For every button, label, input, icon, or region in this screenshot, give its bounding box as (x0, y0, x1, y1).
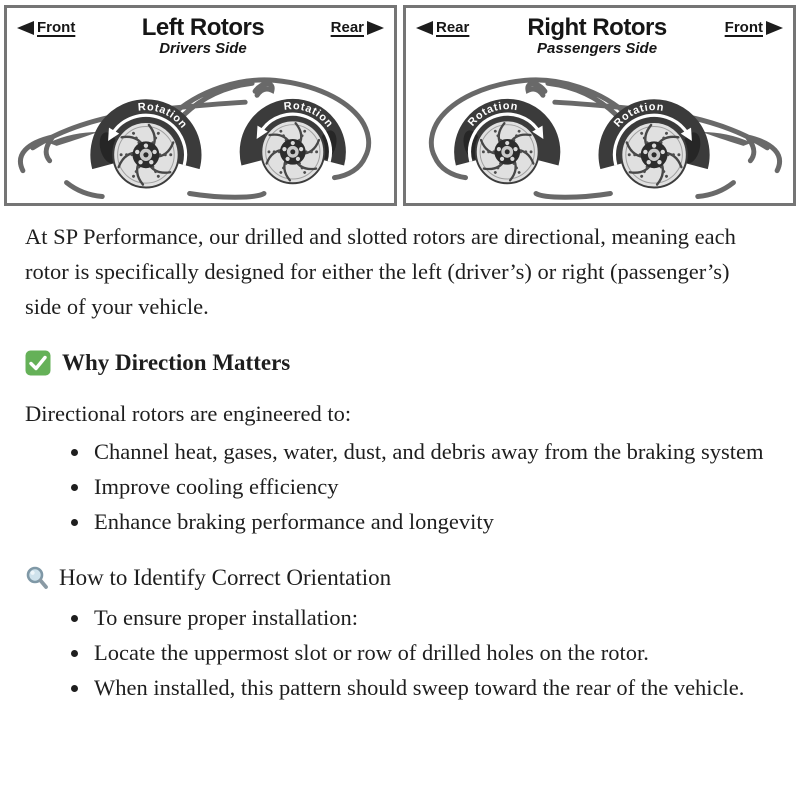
panel-subtitle: Drivers Side (159, 40, 247, 58)
arrow-left-icon (416, 21, 433, 35)
direction-label-text: Rear (330, 19, 364, 36)
rotation-label: Rotation (465, 100, 520, 129)
direction-label-rear (416, 19, 469, 36)
panel-subtitle: Passengers Side (536, 40, 658, 58)
magnifying-glass-icon (25, 566, 50, 591)
panel-header (406, 8, 793, 57)
arrow-right-icon (766, 21, 783, 35)
direction-label-front (17, 19, 75, 36)
panel-header (7, 8, 394, 57)
section-heading-text: Why Direction Matters (62, 350, 291, 376)
list-item: • Improve cooling efficiency (91, 469, 770, 504)
direction-label-text: Rear (436, 19, 470, 36)
list-item: • To ensure proper installation: (91, 600, 770, 635)
right-rotors-panel (403, 5, 796, 206)
panel-title: Left Rotors (141, 14, 265, 41)
direction-label-rear (331, 19, 384, 36)
intro-paragraph: At SP Performance, our drilled and slotted rotors are directional, meaning each rotor is specifically designed for either the left (driver’s) or right (passenger’s) side of your vehicle. (25, 224, 736, 320)
check-mark-icon (25, 350, 51, 376)
section-heading-why-direction-matters (25, 348, 770, 378)
list-item: • When installed, this pattern should sweep toward the rear of the vehicle. (91, 670, 770, 705)
arrow-right-icon (367, 21, 384, 35)
left-rotors-panel (4, 5, 397, 206)
panel-title: Right Rotors (527, 14, 667, 41)
rotation-label: Rotation (283, 100, 336, 131)
panel-titles (75, 15, 330, 57)
direction-label-front (725, 19, 783, 36)
article-content (0, 219, 800, 705)
rotation-label: Rotation (137, 101, 190, 132)
rotor-direction-diagram (4, 5, 796, 206)
arrow-left-icon (17, 21, 34, 35)
section-lead: Directional rotors are engineered to: (25, 401, 352, 427)
direction-label-text: Front (37, 19, 76, 36)
list-item: • Enhance braking performance and longevity (91, 504, 770, 539)
car-illustration-right (406, 53, 793, 203)
section-heading-how-to-identify (25, 563, 770, 593)
panel-titles (469, 15, 724, 57)
direction-label-text: Front (724, 19, 763, 36)
benefits-list (25, 434, 770, 539)
rotation-label: Rotation (611, 101, 666, 130)
orientation-steps-list (25, 600, 770, 705)
list-item: • Locate the uppermost slot or row of drilled holes on the rotor. (91, 635, 770, 670)
list-item: • Channel heat, gases, water, dust, and debris away from the braking system (91, 434, 770, 469)
section-heading-text: How to Identify Correct Orientation (59, 565, 392, 591)
car-illustration-left (7, 53, 394, 203)
